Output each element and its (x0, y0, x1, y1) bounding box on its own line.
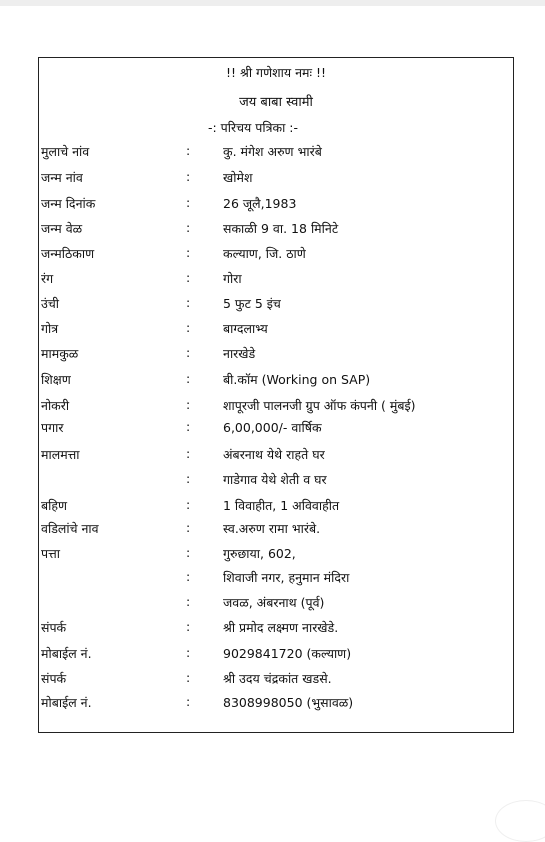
field-separator: : (186, 245, 191, 260)
field-label: उंची (41, 296, 60, 311)
field-row (0, 569, 545, 589)
field-row (0, 320, 545, 340)
field-row (0, 594, 545, 614)
field-separator: : (186, 397, 191, 412)
field-row (0, 371, 545, 391)
field-separator: : (186, 371, 191, 386)
field-row (0, 545, 545, 565)
field-label: जन्मठिकाण (41, 246, 95, 261)
field-row (0, 670, 545, 690)
field-separator: : (186, 270, 191, 285)
field-value: 6,00,000/- वार्षिक (223, 420, 322, 435)
field-value: जवळ, अंबरनाथ (पूर्व) (223, 595, 325, 610)
field-separator: : (186, 220, 191, 235)
field-row (0, 645, 545, 665)
field-label: पत्ता (41, 546, 60, 561)
field-separator: : (186, 320, 191, 335)
field-value: खोमेश (223, 170, 253, 185)
field-value: बी.कॉम (Working on SAP) (223, 372, 371, 387)
field-value: सकाळी 9 वा. 18 मिनिटे (223, 221, 339, 236)
field-label: मालमत्ता (41, 447, 80, 462)
field-row (0, 345, 545, 365)
field-separator: : (186, 295, 191, 310)
field-row (0, 471, 545, 491)
field-value: 8308998050 (भुसावळ) (223, 695, 354, 710)
field-value: 1 विवाहीत, 1 अविवाहीत (223, 498, 340, 513)
field-row (0, 446, 545, 466)
field-label: संपर्क (41, 671, 67, 686)
field-value: नारखेडे (223, 346, 256, 361)
field-separator: : (186, 446, 191, 461)
field-separator: : (186, 195, 191, 210)
field-value: 26 जूलै,1983 (223, 196, 297, 211)
invocation-title: !! श्री गणेशाय नमः !! (225, 65, 327, 80)
field-value: 5 फुट 5 इंच (223, 296, 281, 311)
field-label: वडिलांचे नाव (41, 521, 99, 536)
field-value: शिवाजी नगर, हनुमान मंदिरा (223, 570, 350, 585)
field-row (0, 497, 545, 517)
field-separator: : (186, 594, 191, 609)
field-value: अंबरनाथ येथे राहते घर (223, 447, 325, 462)
field-value: गोरा (223, 271, 242, 286)
field-separator: : (186, 645, 191, 660)
field-separator: : (186, 471, 191, 486)
field-value: बाग्दलाभ्य (223, 321, 268, 336)
field-value: गुरुछाया, 602, (223, 546, 296, 561)
field-label: जन्म वेळ (41, 221, 83, 236)
field-row (0, 397, 545, 417)
field-row (0, 520, 545, 540)
field-separator: : (186, 345, 191, 360)
field-value: श्री प्रमोद लक्ष्मण नारखेडे. (223, 620, 339, 635)
field-value: कु. मंगेश अरुण भारंबे (223, 144, 322, 159)
field-row (0, 195, 545, 215)
field-value: स्व.अरुण रामा भारंबे. (223, 521, 321, 536)
field-label: मुलाचे नांव (41, 144, 90, 159)
field-label: संपर्क (41, 620, 67, 635)
field-label: गोत्र (41, 321, 59, 336)
field-label: रंग (41, 271, 54, 286)
field-row (0, 694, 545, 714)
field-label: मोबाईल नं. (41, 695, 92, 710)
top-strip (0, 0, 545, 6)
field-label: शिक्षण (41, 372, 71, 387)
field-row (0, 220, 545, 240)
field-separator: : (186, 497, 191, 512)
field-label: जन्म नांव (41, 170, 83, 185)
field-separator: : (186, 670, 191, 685)
field-label: पगार (41, 420, 64, 435)
field-value: गाडेगाव येथे शेती व घर (223, 472, 327, 487)
field-row (0, 619, 545, 639)
field-value: कल्याण, जि. ठाणे (223, 246, 306, 261)
field-row (0, 169, 545, 189)
field-separator: : (186, 520, 191, 535)
corner-decoration (495, 800, 545, 842)
field-separator: : (186, 419, 191, 434)
field-row (0, 270, 545, 290)
field-separator: : (186, 545, 191, 560)
field-value: शापूरजी पालनजी ग्रुप ऑफ कंपनी ( मुंबई) (223, 398, 416, 413)
field-value: 9029841720 (कल्याण) (223, 646, 352, 661)
field-value: श्री उदय चंद्रकांत खडसे. (223, 671, 332, 686)
field-row (0, 245, 545, 265)
field-separator: : (186, 143, 191, 158)
field-row (0, 295, 545, 315)
field-label: मामकुळ (41, 346, 79, 361)
field-row (0, 143, 545, 163)
field-separator: : (186, 169, 191, 184)
field-separator: : (186, 569, 191, 584)
field-label: नोकरी (41, 398, 70, 413)
field-separator: : (186, 694, 191, 709)
field-label: मोबाईल नं. (41, 646, 92, 661)
field-label: बहिण (41, 498, 68, 513)
card-title: -: परिचय पत्रिका :- (207, 120, 299, 135)
field-row (0, 419, 545, 439)
field-separator: : (186, 619, 191, 634)
field-label: जन्म दिनांक (41, 196, 96, 211)
invocation-subtitle: जय बाबा स्वामी (239, 95, 313, 110)
